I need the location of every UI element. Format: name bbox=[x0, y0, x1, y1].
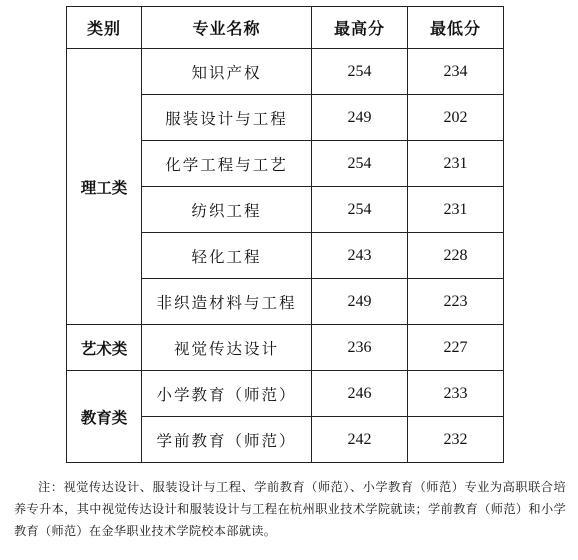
header-category: 类别 bbox=[67, 7, 142, 49]
category-cell: 艺术类 bbox=[67, 325, 142, 371]
major-cell: 学前教育（师范） bbox=[142, 417, 312, 463]
score-table-container bbox=[66, 6, 503, 463]
category-cell: 理工类 bbox=[67, 49, 142, 325]
header-row bbox=[67, 7, 504, 49]
max-score-cell: 243 bbox=[312, 233, 408, 279]
min-score-cell: 234 bbox=[408, 49, 504, 95]
header-major: 专业名称 bbox=[142, 7, 312, 49]
major-cell: 小学教育（师范） bbox=[142, 371, 312, 417]
table-row bbox=[67, 371, 504, 417]
header-max-score: 最高分 bbox=[312, 7, 408, 49]
category-cell: 教育类 bbox=[67, 371, 142, 463]
max-score-cell: 249 bbox=[312, 95, 408, 141]
max-score-cell: 254 bbox=[312, 49, 408, 95]
min-score-cell: 233 bbox=[408, 371, 504, 417]
min-score-cell: 231 bbox=[408, 187, 504, 233]
major-cell: 化学工程与工艺 bbox=[142, 141, 312, 187]
min-score-cell: 228 bbox=[408, 233, 504, 279]
min-score-cell: 223 bbox=[408, 279, 504, 325]
min-score-cell: 202 bbox=[408, 95, 504, 141]
score-table bbox=[66, 6, 504, 463]
table-row bbox=[67, 49, 504, 95]
max-score-cell: 254 bbox=[312, 141, 408, 187]
header-min-score: 最低分 bbox=[408, 7, 504, 49]
major-cell: 轻化工程 bbox=[142, 233, 312, 279]
major-cell: 非织造材料与工程 bbox=[142, 279, 312, 325]
table-row bbox=[67, 325, 504, 371]
min-score-cell: 232 bbox=[408, 417, 504, 463]
major-cell: 知识产权 bbox=[142, 49, 312, 95]
footnote: 注：视觉传达设计、服装设计与工程、学前教育（师范）、小学教育（师范）专业为高职联合培养专升本，其中视觉传达设计和服装设计与工程在杭州职业技术学院就读；学前教育（师范）和小学教育（师范）在金华职业技术学院校本部就读。 bbox=[14, 480, 566, 539]
min-score-cell: 231 bbox=[408, 141, 504, 187]
max-score-cell: 249 bbox=[312, 279, 408, 325]
max-score-cell: 254 bbox=[312, 187, 408, 233]
major-cell: 视觉传达设计 bbox=[142, 325, 312, 371]
major-cell: 纺织工程 bbox=[142, 187, 312, 233]
major-cell: 服装设计与工程 bbox=[142, 95, 312, 141]
min-score-cell: 227 bbox=[408, 325, 504, 371]
max-score-cell: 246 bbox=[312, 371, 408, 417]
max-score-cell: 236 bbox=[312, 325, 408, 371]
max-score-cell: 242 bbox=[312, 417, 408, 463]
